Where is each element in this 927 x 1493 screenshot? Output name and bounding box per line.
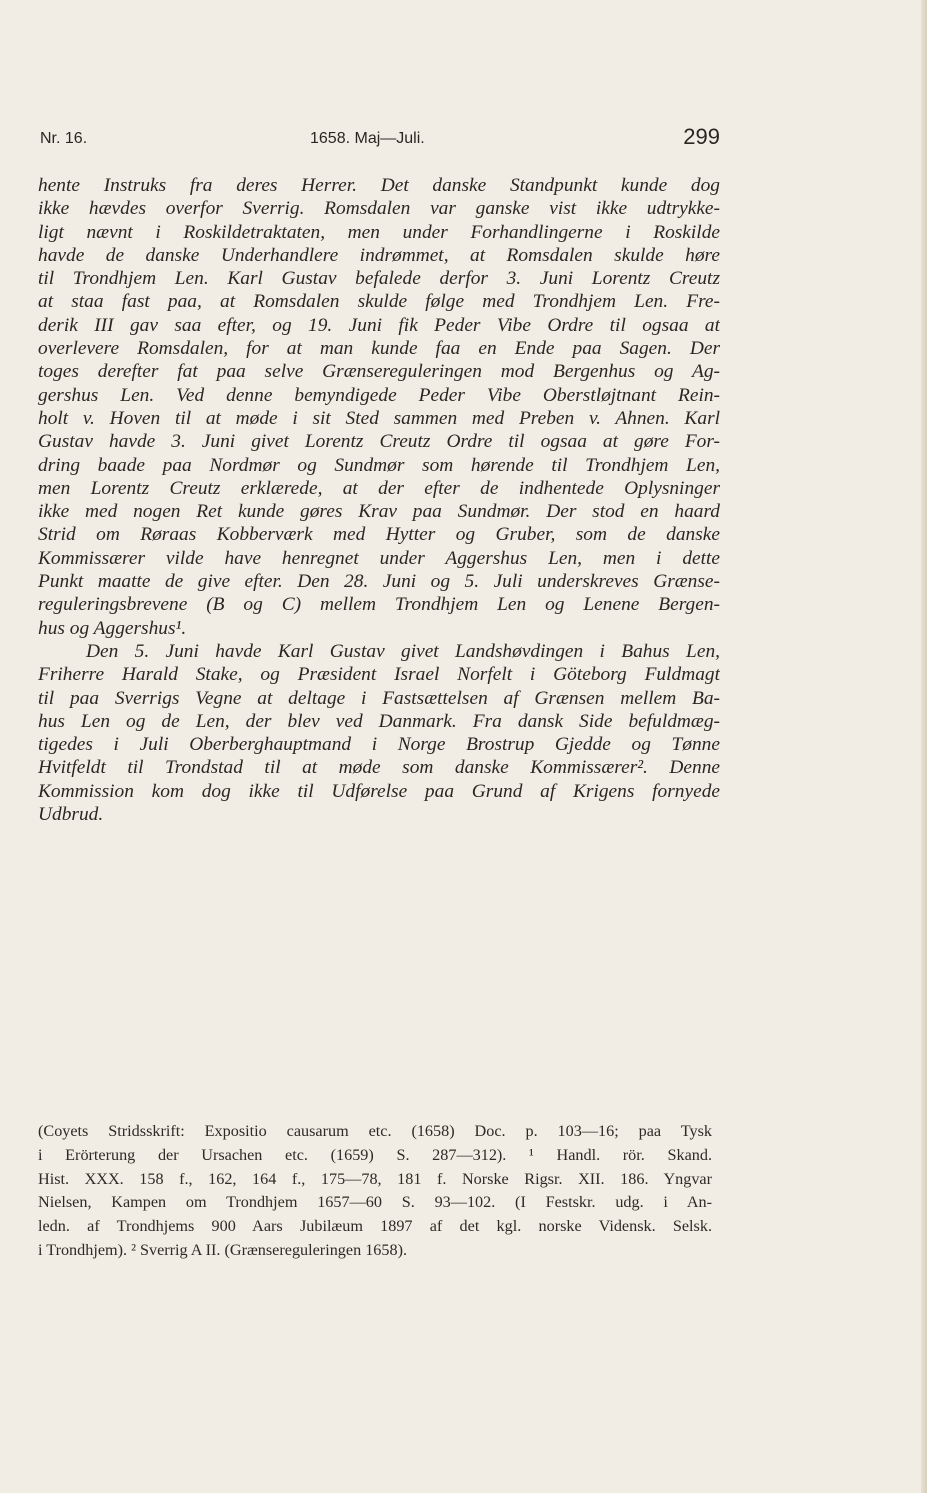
issue-number: Nr. 16. [40,130,88,147]
text-line: derik III gav saa efter, og 19. Juni fik Peder Vibe Ordre til ogsaa at [38,314,720,336]
text-line: Hvitfeldt til Trondstad til at møde som danske Kommissærer². Denne [38,757,720,779]
text-line: hus Len og de Len, der blev ved Danmark. Fra dansk Side befuldmæg- [38,710,720,732]
footnote-line: i Trondhjem). ² Sverrig A II. (Grænsereguleringen 1658). [38,1240,408,1259]
text-line: ikke hævdes overfor Sverrig. Romsdalen var ganske vist ikke udtrykke- [38,198,720,220]
text-line: gershus Len. Ved denne bemyndigede Peder Vibe Oberstløjtnant Rein- [38,384,720,406]
text-line: hente Instruks fra deres Herrer. Det danske Standpunkt kunde dog [38,175,720,196]
text-line: holt v. Hoven til at møde i sit Sted sammen med Preben v. Ahnen. Karl [38,407,720,429]
text-line: Strid om Røraas Kobberværk med Hytter og Gruber, som de danske [38,524,720,546]
text-line: havde de danske Underhandlere indrømmet, at Romsdalen skulde høre [38,244,720,266]
text-line: men Lorentz Creutz erklærede, at der efter de indhentede Oplysninger [38,477,720,499]
footnote-line: Hist. XXX. 158 f., 162, 164 f., 175—78, 181 f. Norske Rigsr. XII. 186. Yngvar [38,1169,712,1188]
footnote-line: i Erörterung der Ursachen etc. (1659) S. 287—312). ¹ Handl. rör. Skand. [38,1145,712,1164]
text-line: Friherre Harald Stake, og Præsident Israel Norfelt i Göteborg Fuldmagt [38,664,720,686]
text-line: Kommissærer vilde have henregnet under Aggershus Len, men i dette [38,547,720,569]
text-line: reguleringsbrevene (B og C) mellem Trondhjem Len og Lenene Bergen- [38,594,720,616]
text-line: hus og Aggershus¹. [38,617,187,639]
text-line: at staa fast paa, at Romsdalen skulde følge med Trondhjem Len. Fre- [38,291,720,313]
text-line: Udbrud. [38,804,104,826]
text-line: ikke med nogen Ret kunde gøres Krav paa Sundmør. Der stod en haard [38,501,720,523]
text-line: Den 5. Juni havde Karl Gustav givet Landshøvdingen i Bahus Len, [86,640,720,662]
text-line: Punkt maatte de give efter. Den 28. Juni og 5. Juli underskreves Grænse- [38,571,720,593]
text-line: til Trondhjem Len. Karl Gustav befalede derfor 3. Juni Lorentz Creutz [38,268,720,290]
footnotes [38,1120,712,1263]
text-line: ligt nævnt i Roskildetraktaten, men under Forhandlingerne i Roskilde [38,221,720,243]
text-line: Gustav havde 3. Juni givet Lorentz Creutz Ordre til ogsaa at gøre For- [38,431,720,453]
text-line: til paa Sverrigs Vegne at deltage i Fastsættelsen af Grænsen mellem Ba- [38,687,720,709]
text-line: dring baade paa Nordmør og Sundmør som hørende til Trondhjem Len, [38,454,720,476]
running-header [40,126,720,156]
page-edge [921,0,927,1493]
footnote-line: Nielsen, Kampen om Trondhjem 1657—60 S. 93—102. (I Festskr. udg. i An- [38,1193,712,1212]
page-number: 299 [683,124,720,149]
running-title: 1658. Maj—Juli. [310,130,425,147]
text-line: Kommission kom dog ikke til Udførelse paa Grund af Krigens fornyede [38,780,720,802]
text-line: tigedes i Juli Oberberghauptmand i Norge Brostrup Gjedde og Tønne [38,734,720,756]
text-line: toges derefter fat paa selve Grænsereguleringen mod Bergenhus og Ag- [38,361,720,383]
main-text [38,174,720,826]
text-line: overlevere Romsdalen, for at man kunde faa en Ende paa Sagen. Der [38,338,720,360]
footnote-line: (Coyets Stridsskrift: Expositio causarum etc. (1658) Doc. p. 103—16; paa Tysk [38,1122,712,1140]
footnote-line: ledn. af Trondhjems 900 Aars Jubilæum 1897 af det kgl. norske Vidensk. Selsk. [38,1217,712,1236]
